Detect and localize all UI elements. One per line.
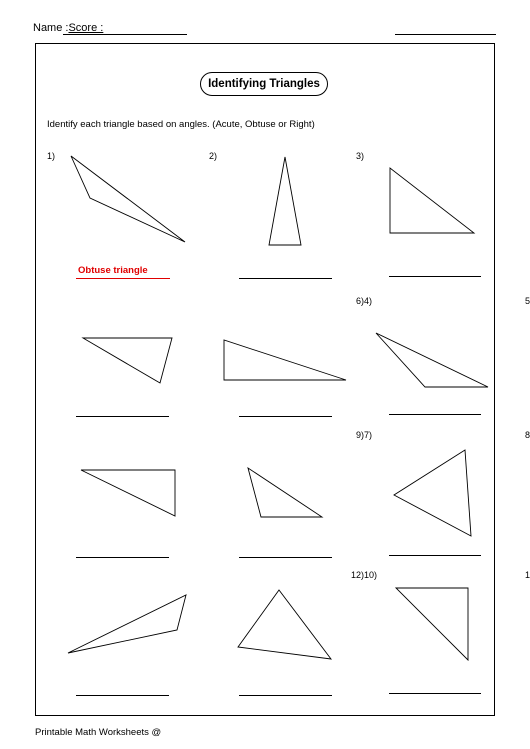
score-label: Score : [68,22,104,34]
triangle-6 [376,333,488,387]
triangle-7 [81,470,175,516]
edge-number-5: 5 [525,296,530,306]
triangle-5 [224,340,346,380]
answer-line-7[interactable] [76,557,169,558]
triangle-3 [390,168,474,233]
answer-line-9[interactable] [389,555,481,556]
edge-number-1: 1 [525,570,530,580]
answer-1-text: Obtuse triangle [78,265,148,276]
triangle-4 [83,338,172,383]
question-number-2: 2) [209,151,218,161]
triangle-12 [396,588,468,660]
answer-line-4[interactable] [76,416,169,417]
triangle-11 [238,590,331,659]
answer-line-12[interactable] [389,693,481,694]
triangle-2 [269,157,301,245]
name-label: Name : [33,22,69,34]
answer-line-2[interactable] [239,278,332,279]
answer-line-5[interactable] [239,416,332,417]
triangle-10 [68,595,186,653]
question-number-1: 1) [47,151,56,161]
answer-line-11[interactable] [239,695,332,696]
answer-line-1 [76,278,170,279]
instructions: Identify each triangle based on angles. (Acute, Obtuse or Right) [47,119,315,130]
worksheet-title: Identifying Triangles [200,72,328,96]
answer-line-6[interactable] [389,414,481,415]
answer-line-3[interactable] [389,276,481,277]
triangle-8 [248,468,322,517]
question-number-row2: 6)4) [356,296,373,306]
question-number-3: 3) [356,151,365,161]
triangle-9 [394,450,471,536]
question-number-row4: 12)10) [351,570,378,580]
answer-line-10[interactable] [76,695,169,696]
answer-line-8[interactable] [239,557,332,558]
footer-text: Printable Math Worksheets @ [35,727,162,738]
question-number-row3: 9)7) [356,430,373,440]
triangle-1 [71,156,185,242]
edge-number-8: 8 [525,430,530,440]
